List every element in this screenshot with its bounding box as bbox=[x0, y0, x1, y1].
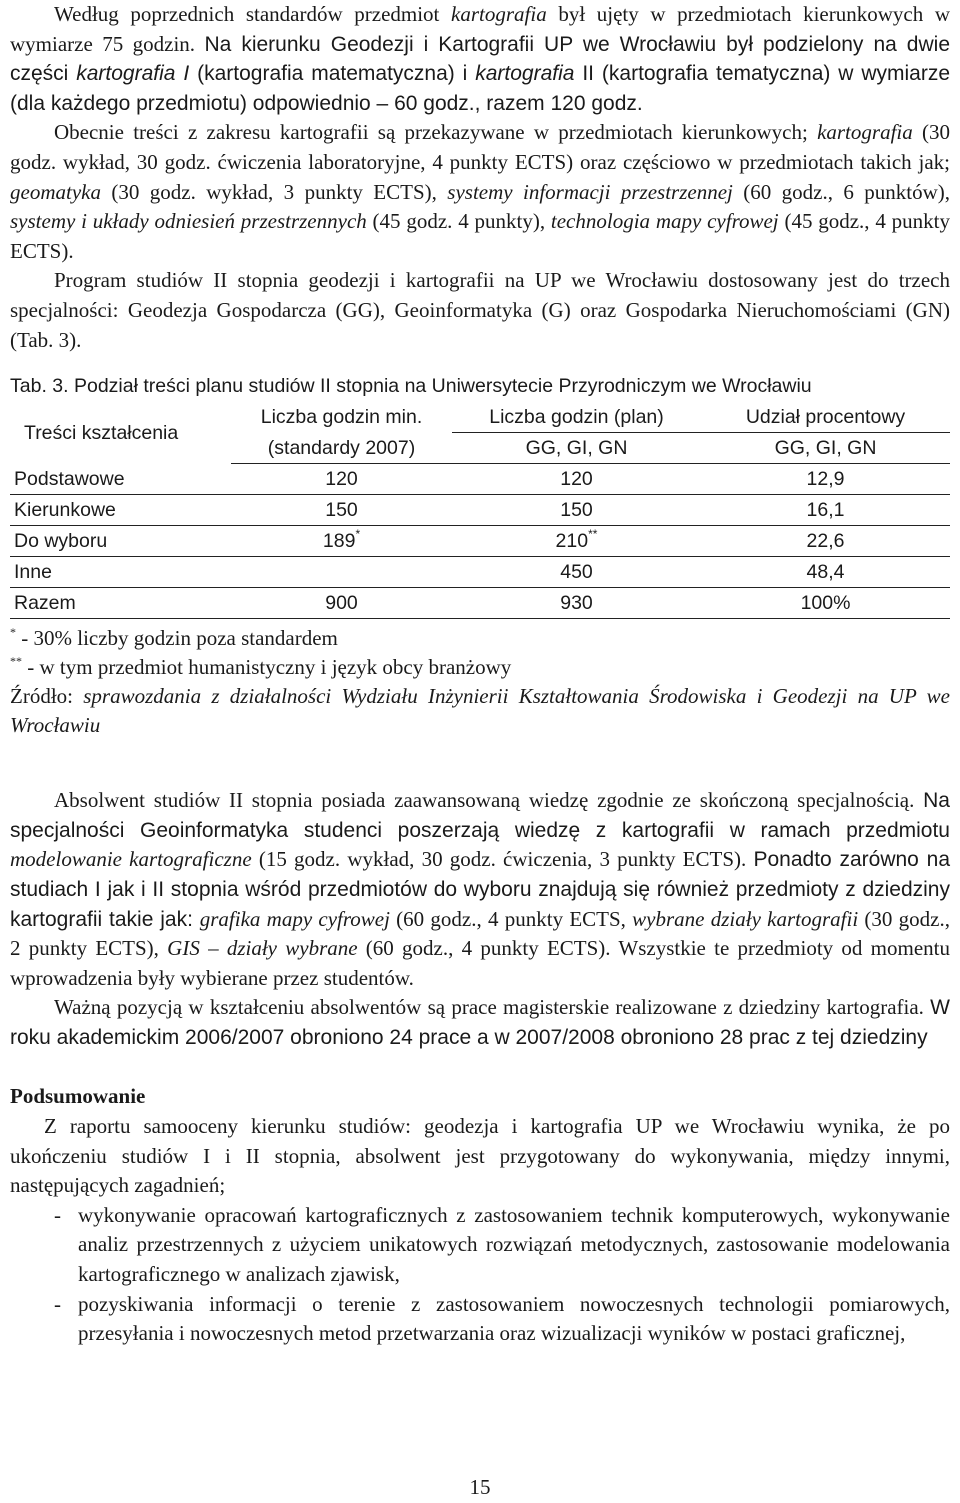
footnote-1-text: - 30% liczby godzin poza standardem bbox=[16, 626, 338, 651]
text-run: grafika mapy cyfrowej bbox=[199, 906, 390, 931]
table-row bbox=[10, 495, 950, 526]
text-run: Absolwent studiów II stopnia posiada zaawansowaną wiedzę zgodnie ze skończoną specjalnością. bbox=[54, 788, 924, 813]
cell-percent bbox=[701, 526, 950, 557]
header-plan-hours-sub: GG, GI, GN bbox=[452, 433, 701, 464]
footnote-2-text: - w tym przedmiot humanistyczny i język obcy branżowy bbox=[22, 655, 512, 680]
cell-min-hours bbox=[231, 495, 452, 526]
courses-table bbox=[10, 402, 950, 619]
text-run: kartografia bbox=[451, 2, 547, 26]
cell-plan-hours-value: 150 bbox=[560, 499, 593, 522]
text-run: Według poprzednich standardów przedmiot bbox=[54, 2, 452, 26]
table-body bbox=[10, 464, 950, 619]
cell-percent-value: 48,4 bbox=[806, 561, 845, 584]
header-percent-sub: GG, GI, GN bbox=[701, 433, 950, 464]
cell-plan-hours bbox=[452, 495, 701, 526]
text-run: kartografia bbox=[475, 62, 575, 86]
text-run: (60 godz., 4 punkty ECTS, bbox=[389, 906, 633, 931]
cell-percent bbox=[701, 588, 950, 619]
text-run: GIS – działy wybrane bbox=[167, 936, 358, 961]
document-page bbox=[10, 0, 950, 1349]
cell-category bbox=[10, 464, 231, 495]
paragraph-2 bbox=[10, 118, 950, 266]
list-item bbox=[10, 1290, 950, 1349]
text-run: kartografia I bbox=[76, 62, 190, 86]
cell-percent-value: 16,1 bbox=[806, 499, 845, 522]
footnote-1 bbox=[10, 624, 950, 653]
text-run: (30 godz. wykład, 30 godz. ćwiczenia laboratoryjne, 4 punkty ECTS) oraz częściowo w przedmiotach takich jak; bbox=[10, 120, 950, 174]
text-run: systemy i układy odniesień przestrzennych bbox=[10, 209, 367, 234]
text-run: geomatyka bbox=[10, 179, 101, 204]
cell-category-value: Kierunkowe bbox=[14, 499, 116, 522]
cell-min-hours-value: 120 bbox=[325, 468, 358, 491]
text-run: Ważną pozycją w kształceniu absolwentów są prace magisterskie realizowane z dziedziny kartografia. bbox=[54, 995, 931, 1020]
footnote-marker: * bbox=[355, 527, 361, 542]
cell-min-hours-value: 189 bbox=[322, 530, 356, 553]
text-run: II (kartografia tematyczna) w wymiarze (dla każdego przedmiotu) odpowiednio – 60 godz. bbox=[10, 62, 951, 115]
table-row bbox=[10, 526, 950, 557]
table-header-row-1 bbox=[10, 402, 950, 433]
text-run: Obecnie treści z zakresu kartografii są przekazywane w przedmiotach kierunkowych; bbox=[54, 120, 818, 145]
cell-min-hours bbox=[231, 526, 452, 557]
list-item bbox=[10, 1201, 950, 1290]
cell-min-hours-value: 150 bbox=[325, 499, 358, 522]
text-run: był ujęty w przedmiotach kierunkowych w wymiarze 75 godzin. bbox=[10, 2, 951, 56]
list-bullet: - bbox=[54, 1291, 61, 1316]
list-item-text: pozyskiwania informacji o terenie z zastosowaniem nowoczesnych technologii pomiarowych, przesyłania i nowoczesnych metod przetwarzania oraz wizualizacji wyników w postaci graficznej, bbox=[78, 1291, 950, 1346]
table-caption-text: Podział treści planu studiów II stopnia na Uniwersytecie Przyrodniczym we Wrocławiu bbox=[73, 375, 812, 398]
cell-plan-hours-value: 930 bbox=[560, 592, 593, 615]
cell-category bbox=[10, 526, 231, 557]
header-min-hours: Liczba godzin min. bbox=[260, 406, 423, 429]
text-run: , razem 120 godz. bbox=[474, 91, 643, 115]
cell-percent-value: 100% bbox=[800, 592, 851, 615]
table-row bbox=[10, 557, 950, 588]
text-run: modelowanie kartograficzne bbox=[10, 847, 252, 872]
text-run: wybrane działy kartografii bbox=[632, 906, 859, 931]
cell-category-value: Podstawowe bbox=[14, 467, 125, 490]
header-plan-hours: Liczba godzin (plan) bbox=[452, 402, 701, 433]
cell-category-value: Inne bbox=[14, 561, 52, 584]
table-row bbox=[10, 588, 950, 619]
section-heading: Podsumowanie bbox=[10, 1084, 146, 1109]
cell-percent bbox=[701, 495, 950, 526]
cell-plan-hours-value: 210 bbox=[555, 530, 589, 553]
cell-category bbox=[10, 495, 231, 526]
source-note: Źródło: sprawozdania z działalności Wydziału Inżynierii Kształtowania Środowiska i Geodezji na UP we Wrocławiu bbox=[10, 684, 950, 738]
page-number: 15 bbox=[469, 1475, 491, 1499]
header-min-hours-sub: (standardy 2007) bbox=[231, 433, 452, 464]
header-content: Treści kształcenia bbox=[24, 421, 179, 444]
cell-category-value: Do wyboru bbox=[14, 530, 108, 553]
text-run: (45 godz., 4 punkty ECTS). bbox=[10, 209, 950, 263]
cell-percent-value: 22,6 bbox=[806, 530, 845, 553]
text-run: Ponadto zarówno na studiach I jak i II stopnia wśród przedmiotów do wyboru znajdują się również przedmioty z dziedziny kartografii takie jak: bbox=[10, 848, 951, 931]
cell-plan-hours bbox=[452, 588, 701, 619]
cell-min-hours-value: 900 bbox=[325, 592, 358, 615]
cell-min-hours bbox=[231, 464, 452, 495]
text-run: (60 godz., 4 punkty ECTS). Wszystkie te przedmioty od momentu wprowadzenia były wybierane przez studentów. bbox=[10, 936, 950, 990]
cell-percent bbox=[701, 464, 950, 495]
table-caption-label: Tab. 3. bbox=[10, 375, 69, 398]
footnote-2-mark: ** bbox=[10, 654, 22, 669]
header-percent: Udział procentowy bbox=[701, 402, 950, 433]
cell-plan-hours-value: 450 bbox=[560, 561, 593, 584]
cell-min-hours bbox=[231, 588, 452, 619]
text-run: W roku akademickim 2006/2007 obroniono 24 prace a w 2007/2008 obroniono 28 prac z tej dziedziny bbox=[10, 996, 950, 1049]
cell-category-value: Razem bbox=[14, 592, 76, 615]
cell-category bbox=[10, 588, 231, 619]
paragraph-1 bbox=[10, 0, 950, 118]
paragraph-3: Program studiów II stopnia geodezji i kartografii na UP we Wrocławiu dostosowany jest do trzech specjalności: Geodezja Gospodarcza (GG), Geoinformatyka (G) oraz Gospodarka Nieruchomościami (GN) (Tab. 3). bbox=[10, 268, 950, 352]
text-run: (45 godz. 4 punkty), bbox=[366, 209, 551, 234]
text-run: technologia mapy cyfrowej bbox=[550, 209, 779, 234]
source-label: Źródło bbox=[10, 684, 68, 709]
cell-min-hours bbox=[231, 557, 452, 588]
text-run: (kartografia matematyczna) i bbox=[189, 62, 476, 86]
cell-plan-hours bbox=[452, 557, 701, 588]
footnote-marker: ** bbox=[588, 527, 598, 542]
cell-plan-hours bbox=[452, 526, 701, 557]
paragraph-5 bbox=[10, 993, 950, 1052]
text-run: systemy informacji przestrzennej bbox=[447, 179, 733, 204]
cell-percent bbox=[701, 557, 950, 588]
competency-list bbox=[10, 1201, 950, 1349]
footnote-1-mark: * bbox=[10, 625, 16, 640]
text-run: (60 godz., 6 punktów), bbox=[732, 179, 951, 204]
text-run: kartografia bbox=[817, 120, 913, 145]
text-run: (30 godz., 2 punkty ECTS), bbox=[10, 906, 950, 961]
text-run: (15 godz. wykład, 30 godz. ćwiczenia, 3 punkty ECTS). bbox=[251, 847, 754, 872]
cell-plan-hours bbox=[452, 464, 701, 495]
cell-category bbox=[10, 557, 231, 588]
text-run: (30 godz. wykład, 3 punkty ECTS), bbox=[100, 179, 448, 204]
cell-percent-value: 12,9 bbox=[806, 468, 845, 491]
text-run: Na specjalności Geoinformatyka studenci poszerzają wiedzę z kartografii w ramach przedmiotu bbox=[10, 789, 950, 842]
paragraph-4 bbox=[10, 786, 950, 993]
table-row bbox=[10, 464, 950, 495]
list-item-text: wykonywanie opracowań kartograficznych z zastosowaniem technik komputerowych, wykonywanie analiz przestrzennych z użyciem unikatowych rozwiązań metodycznych, zastosowanie modelowania kartograficznego w analizach zjawisk, bbox=[78, 1202, 950, 1287]
footnote-2 bbox=[10, 653, 950, 682]
source-text: sprawozdania z działalności Wydziału Inżynierii Kształtowania Środowiska i Geodezji na UP we Wrocławiu bbox=[10, 684, 950, 738]
cell-plan-hours-value: 120 bbox=[560, 468, 593, 491]
table-caption bbox=[10, 373, 950, 399]
paragraph-6: Z raportu samooceny kierunku studiów: geodezja i kartografia UP we Wrocławiu wynika, że po ukończeniu studiów I i II stopnia, absolwent jest przygotowany do wykonywania, między innymi, następujących zagadnień; bbox=[10, 1114, 950, 1198]
list-bullet: - bbox=[54, 1202, 61, 1227]
text-run: Na kierunku Geodezji i Kartografii UP we Wrocławiu był podzielony na dwie części bbox=[10, 32, 950, 86]
